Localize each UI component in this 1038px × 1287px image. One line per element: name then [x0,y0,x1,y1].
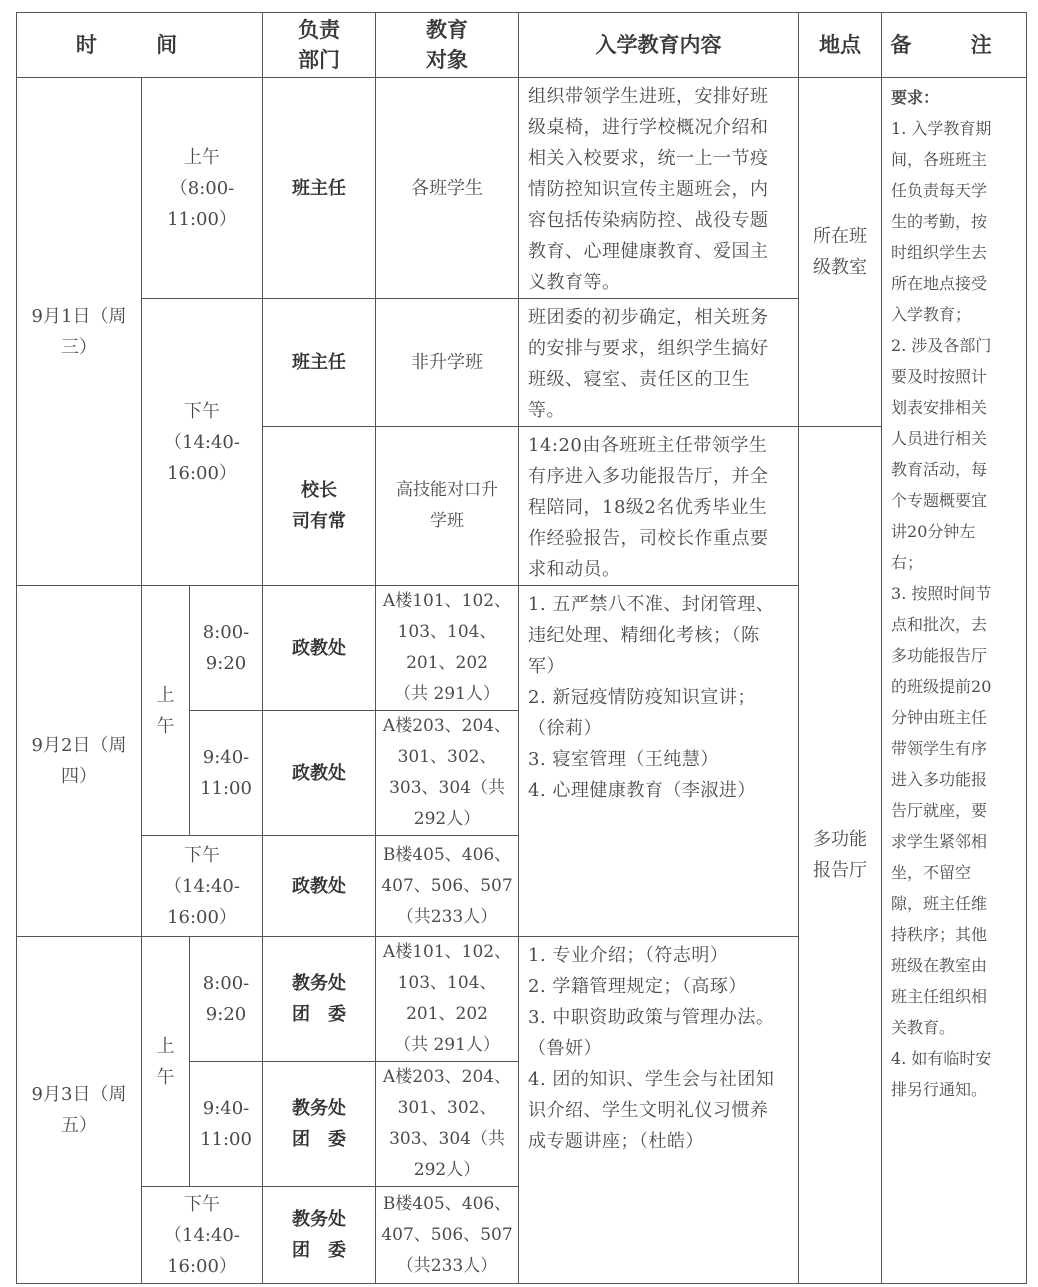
time-cell: 下午 （14:40- 16:00） [142,836,263,937]
date-cell-sep2: 9月2日（周 四） [17,586,142,937]
target-cell: A楼203、204、 301、302、 303、304（共 292人） [376,711,519,836]
target-cell: 非升学班 [376,299,519,427]
place-cell-hall: 多功能 报告厅 [799,427,882,1284]
dept-cell: 教务处 团 委 [263,1062,376,1187]
time-cell: 下午 （14:40- 16:00） [142,1187,263,1284]
am-label-cell: 上 午 [142,937,190,1187]
header-content: 入学教育内容 [519,13,799,78]
header-target: 教育 对象 [376,13,519,78]
time-cell: 8:00- 9:20 [190,937,263,1062]
header-notes: 备 注 [882,13,1027,78]
header-row [17,13,1027,78]
target-cell: 各班学生 [376,78,519,299]
date-cell-sep1: 9月1日（周 三） [17,78,142,586]
header-time: 时 间 [17,13,263,78]
place-cell-classroom: 所在班 级教室 [799,78,882,427]
notes-cell: 要求： 1. 入学教育期 间，各班班主 任负责每天学 生的考勤，按 时组织学生去 所在地点接受 入学教育； 2. 涉及各部门 要及时按照计 划表安排相关 人员进行相关 教育活动，每 个专题概要宜 讲20分钟左 右； 3. 按照时间节 点和批次，去 多功能报告厅 的班级提前20 分钟由班主任 带领学生有序 进入多功能报 告厅就座，要 求学生紧邻相 坐，不留空 隙，班主任维 持秩序；其他 班级在教室由 班主任组织相 关教育。 4. 如有临时安 排另行通知。 [882,78,1027,1284]
target-cell: 高技能对口升 学班 [376,427,519,586]
table-row [17,78,1027,299]
dept-cell: 政教处 [263,711,376,836]
content-cell: 组织带领学生进班，安排好班 级桌椅，进行学校概况介绍和 相关入校要求，统一上一节疫 情防控知识宣传主题班会，内 容包括传染病防控、战役专题 教育、心理健康教育、爱国主 义教育等。 [519,78,799,299]
time-cell: 8:00- 9:20 [190,586,263,711]
dept-cell: 班主任 [263,299,376,427]
content-cell: 1. 五严禁八不准、封闭管理、 违纪处理、精细化考核；（陈 军） 2. 新冠疫情防疫知识宣讲； （徐莉） 3. 寝室管理（王纯慧） 4. 心理健康教育（李淑进） [519,586,799,937]
dept-cell: 校长 司有常 [263,427,376,586]
dept-cell: 教务处 团 委 [263,1187,376,1284]
date-cell-sep3: 9月3日（周 五） [17,937,142,1284]
am-label-cell: 上 午 [142,586,190,836]
header-place: 地点 [799,13,882,78]
dept-cell: 政教处 [263,586,376,711]
content-cell: 班团委的初步确定，相关班务 的安排与要求，组织学生搞好 班级、寝室、责任区的卫生 等。 [519,299,799,427]
time-cell: 下午 （14:40- 16:00） [142,299,263,586]
enrollment-education-schedule-table [16,12,1027,1284]
target-cell: A楼101、102、 103、104、 201、202 （共 291人） [376,937,519,1062]
time-cell: 9:40- 11:00 [190,1062,263,1187]
target-cell: B楼405、406、 407、506、507 （共233人） [376,1187,519,1284]
time-cell: 9:40- 11:00 [190,711,263,836]
target-cell: A楼101、102、 103、104、 201、202 （共 291人） [376,586,519,711]
content-cell: 1. 专业介绍；（符志明） 2. 学籍管理规定；（高琢） 3. 中职资助政策与管理办法。 （鲁妍） 4. 团的知识、学生会与社团知 识介绍、学生文明礼仪习惯养 成专题讲座；（杜皓） [519,937,799,1284]
time-cell: 上午 （8:00- 11:00） [142,78,263,299]
dept-cell: 班主任 [263,78,376,299]
target-cell: B楼405、406、 407、506、507 （共233人） [376,836,519,937]
header-dept: 负责 部门 [263,13,376,78]
dept-cell: 政教处 [263,836,376,937]
dept-cell: 教务处 团 委 [263,937,376,1062]
target-cell: A楼203、204、 301、302、 303、304（共 292人） [376,1062,519,1187]
content-cell: 14:20由各班班主任带领学生 有序进入多功能报告厅，并全 程陪同，18级2名优秀毕业生 作经验报告，司校长作重点要 求和动员。 [519,427,799,586]
